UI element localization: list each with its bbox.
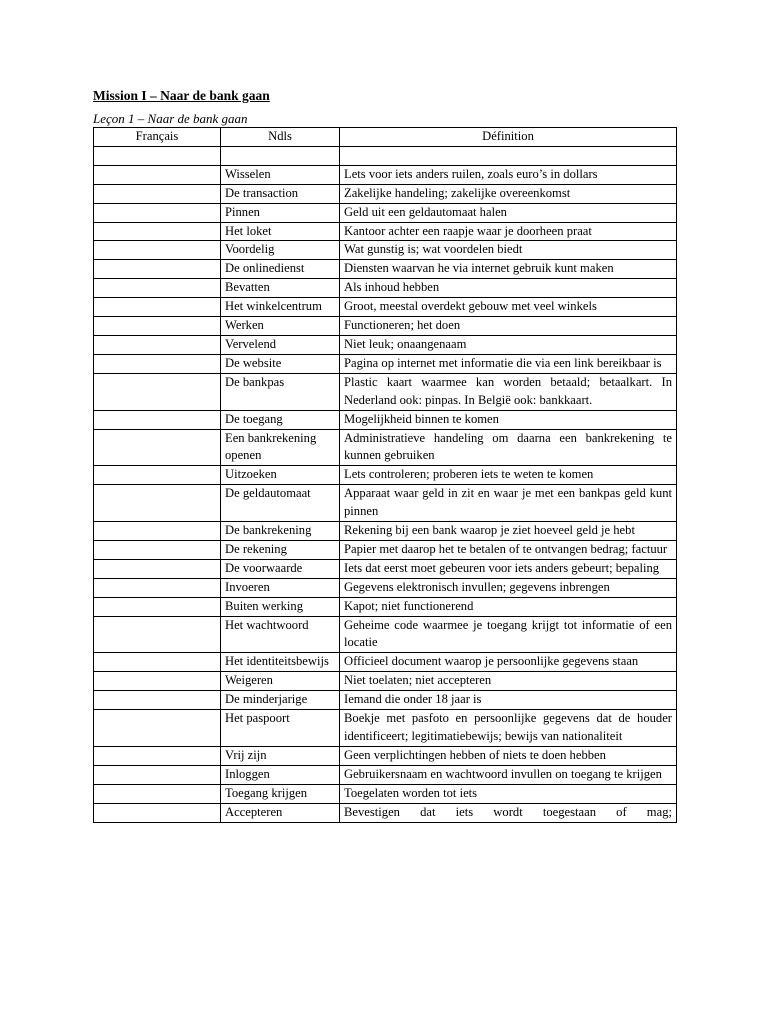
table-row [94, 184, 677, 203]
cell-ndls: Accepteren [221, 803, 340, 822]
cell-ndls: Bevatten [221, 279, 340, 298]
cell-francais [94, 222, 221, 241]
cell-definition: Gegevens elektronisch invullen; gegevens inbrengen [340, 578, 677, 597]
cell-definition: Boekje met pasfoto en persoonlijke gegevens dat de houder identificeert; legitimatiebewijs; bewijs van nationaliteit [340, 710, 677, 747]
table-row [94, 146, 677, 165]
cell-ndls: De bankpas [221, 373, 340, 410]
cell-definition: Als inhoud hebben [340, 279, 677, 298]
cell-francais [94, 165, 221, 184]
cell-ndls: Weigeren [221, 672, 340, 691]
cell-ndls: Het identiteitsbewijs [221, 653, 340, 672]
table-row [94, 784, 677, 803]
table-row [94, 691, 677, 710]
cell-ndls: De toegang [221, 410, 340, 429]
cell-ndls: Een bankrekening openen [221, 429, 340, 466]
cell-francais [94, 203, 221, 222]
cell-definition: Lets voor iets anders ruilen, zoals euro’s in dollars [340, 165, 677, 184]
cell-francais [94, 765, 221, 784]
table-row [94, 317, 677, 336]
cell-definition: Bevestigen dat iets wordt toegestaan of mag; [340, 803, 677, 822]
cell-francais [94, 578, 221, 597]
lesson-title: Leçon 1 – Naar de bank gaan [93, 111, 248, 126]
table-row [94, 335, 677, 354]
cell-francais [94, 784, 221, 803]
cell-definition: Geheime code waarmee je toegang krijgt tot informatie of een locatie [340, 616, 677, 653]
cell-ndls: De rekening [221, 540, 340, 559]
cell-ndls: Invoeren [221, 578, 340, 597]
cell-ndls: Vervelend [221, 335, 340, 354]
table-row [94, 672, 677, 691]
cell-definition: Mogelijkheid binnen te komen [340, 410, 677, 429]
cell-francais [94, 597, 221, 616]
table-row [94, 165, 677, 184]
cell-francais [94, 746, 221, 765]
cell-definition: Administratieve handeling om daarna een bankrekening te kunnen gebruiken [340, 429, 677, 466]
cell-francais [94, 429, 221, 466]
cell-ndls: Het loket [221, 222, 340, 241]
cell-francais [94, 466, 221, 485]
cell-ndls: Voordelig [221, 241, 340, 260]
column-header-francais: Français [94, 128, 221, 147]
table-row [94, 203, 677, 222]
table-row [94, 260, 677, 279]
cell-francais [94, 260, 221, 279]
cell-definition: Niet leuk; onaangenaam [340, 335, 677, 354]
cell-definition: Pagina op internet met informatie die via een link bereikbaar is [340, 354, 677, 373]
table-row [94, 597, 677, 616]
cell-ndls: Inloggen [221, 765, 340, 784]
cell-ndls: Buiten werking [221, 597, 340, 616]
table-row [94, 298, 677, 317]
cell-ndls: Vrij zijn [221, 746, 340, 765]
cell-ndls: Uitzoeken [221, 466, 340, 485]
cell-ndls: De voorwaarde [221, 559, 340, 578]
vocabulary-table [93, 127, 677, 823]
table-row [94, 410, 677, 429]
cell-ndls: De transaction [221, 184, 340, 203]
cell-francais [94, 184, 221, 203]
cell-definition: Geen verplichtingen hebben of niets te doen hebben [340, 746, 677, 765]
cell-ndls: Wisselen [221, 165, 340, 184]
table-row [94, 765, 677, 784]
cell-francais [94, 485, 221, 522]
cell-francais [94, 672, 221, 691]
cell-definition: Diensten waarvan he via internet gebruik kunt maken [340, 260, 677, 279]
table-row [94, 279, 677, 298]
cell-definition: Kantoor achter een raapje waar je doorheen praat [340, 222, 677, 241]
cell-ndls: Het winkelcentrum [221, 298, 340, 317]
cell-definition: Apparaat waar geld in zit en waar je met een bankpas geld kunt pinnen [340, 485, 677, 522]
cell-ndls: Het paspoort [221, 710, 340, 747]
table-row [94, 222, 677, 241]
cell-ndls: Werken [221, 317, 340, 336]
cell-ndls: De website [221, 354, 340, 373]
cell-francais [94, 354, 221, 373]
table-row [94, 522, 677, 541]
cell-francais [94, 410, 221, 429]
cell-francais [94, 373, 221, 410]
table-row [94, 241, 677, 260]
table-row [94, 373, 677, 410]
cell-francais [94, 279, 221, 298]
cell-ndls [221, 146, 340, 165]
cell-francais [94, 335, 221, 354]
cell-definition: Plastic kaart waarmee kan worden betaald; betaalkart. In Nederland ook: pinpas. In België ook: bankkaart. [340, 373, 677, 410]
mission-title: Mission I – Naar de bank gaan [93, 88, 270, 103]
cell-definition: Gebruikersnaam en wachtwoord invullen on toegang te krijgen [340, 765, 677, 784]
cell-francais [94, 540, 221, 559]
cell-ndls: De minderjarige [221, 691, 340, 710]
cell-ndls: Toegang krijgen [221, 784, 340, 803]
cell-definition: Kapot; niet functionerend [340, 597, 677, 616]
table-header-row [94, 128, 677, 147]
cell-francais [94, 241, 221, 260]
column-header-definition: Définition [340, 128, 677, 147]
table-row [94, 540, 677, 559]
cell-definition: Wat gunstig is; wat voordelen biedt [340, 241, 677, 260]
table-row [94, 578, 677, 597]
column-header-ndls: Ndls [221, 128, 340, 147]
cell-definition: Papier met daarop het te betalen of te ontvangen bedrag; factuur [340, 540, 677, 559]
cell-definition: Geld uit een geldautomaat halen [340, 203, 677, 222]
cell-francais [94, 146, 221, 165]
table-row [94, 616, 677, 653]
cell-definition [340, 146, 677, 165]
cell-ndls: Pinnen [221, 203, 340, 222]
table-row [94, 746, 677, 765]
cell-francais [94, 522, 221, 541]
cell-francais [94, 317, 221, 336]
cell-francais [94, 559, 221, 578]
cell-definition: Toegelaten worden tot iets [340, 784, 677, 803]
cell-francais [94, 710, 221, 747]
table-row [94, 485, 677, 522]
table-row [94, 803, 677, 822]
cell-ndls: De geldautomaat [221, 485, 340, 522]
cell-definition: Functioneren; het doen [340, 317, 677, 336]
table-row [94, 653, 677, 672]
cell-francais [94, 653, 221, 672]
cell-ndls: Het wachtwoord [221, 616, 340, 653]
cell-definition: Niet toelaten; niet accepteren [340, 672, 677, 691]
cell-ndls: De onlinedienst [221, 260, 340, 279]
cell-definition: Rekening bij een bank waarop je ziet hoeveel geld je hebt [340, 522, 677, 541]
cell-francais [94, 691, 221, 710]
cell-definition: Iets dat eerst moet gebeuren voor iets anders gebeurt; bepaling [340, 559, 677, 578]
cell-francais [94, 616, 221, 653]
table-row [94, 466, 677, 485]
cell-definition: Zakelijke handeling; zakelijke overeenkomst [340, 184, 677, 203]
cell-ndls: De bankrekening [221, 522, 340, 541]
cell-definition: Iemand die onder 18 jaar is [340, 691, 677, 710]
cell-definition: Lets controleren; proberen iets te weten te komen [340, 466, 677, 485]
table-row [94, 710, 677, 747]
cell-francais [94, 298, 221, 317]
cell-definition: Officieel document waarop je persoonlijke gegevens staan [340, 653, 677, 672]
table-row [94, 429, 677, 466]
cell-francais [94, 803, 221, 822]
table-row [94, 354, 677, 373]
cell-definition: Groot, meestal overdekt gebouw met veel winkels [340, 298, 677, 317]
document-page [93, 87, 676, 823]
table-row [94, 559, 677, 578]
